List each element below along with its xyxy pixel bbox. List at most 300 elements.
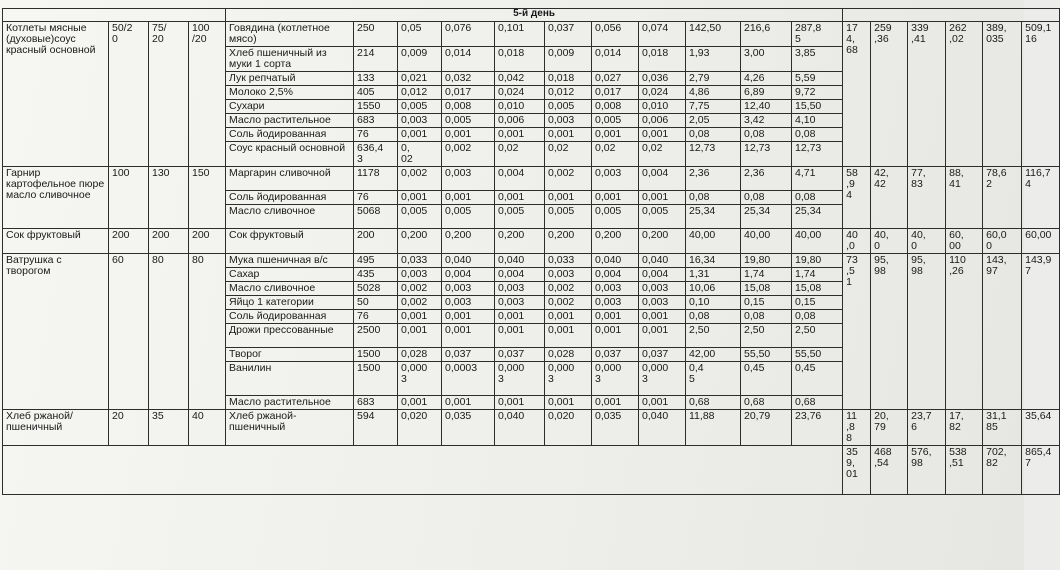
value-cell: 0,15 (741, 296, 792, 310)
value-cell: 40,00 (686, 229, 741, 254)
product-code: 594 (354, 410, 398, 446)
dish-weight-cell: 100 (109, 167, 149, 229)
product-name: Яйцо 1 категории (226, 296, 354, 310)
value-cell: 0,006 (495, 114, 545, 128)
product-code: 683 (354, 396, 398, 410)
value-cell: 0,032 (442, 72, 495, 86)
value-cell: 15,08 (741, 282, 792, 296)
value-cell: 0,005 (398, 100, 442, 114)
menu-table (2, 8, 1060, 495)
product-name: Соль йодированная (226, 310, 354, 324)
value-cell: 0,08 (741, 128, 792, 142)
product-name: Масло растительное (226, 114, 354, 128)
blank-totals-cell (3, 446, 843, 495)
blank-header-cell (843, 9, 1060, 22)
value-cell: 287,8 5 (792, 22, 843, 47)
dish-total-cell: 17, 82 (946, 410, 983, 446)
value-cell: 4,10 (792, 114, 843, 128)
grand-total-cell: 865,4 7 (1022, 446, 1060, 495)
value-cell: 0,037 (442, 348, 495, 362)
value-cell: 0,001 (639, 191, 686, 205)
value-cell: 25,34 (792, 205, 843, 229)
value-cell: 40,00 (792, 229, 843, 254)
value-cell: 0,000 3 (495, 362, 545, 396)
grand-total-cell: 35 9, 01 (843, 446, 871, 495)
value-cell: 0,076 (442, 22, 495, 47)
product-name: Сахар (226, 268, 354, 282)
product-name: Соль йодированная (226, 191, 354, 205)
dish-total-cell: 110 ,26 (946, 254, 983, 410)
header-row (3, 9, 1060, 22)
value-cell: 0,001 (639, 128, 686, 142)
value-cell: 12,73 (792, 142, 843, 167)
value-cell: 0,002 (398, 167, 442, 191)
dish-total-cell: 40 ,0 (843, 229, 871, 254)
value-cell: 0,017 (442, 86, 495, 100)
value-cell: 1,74 (741, 268, 792, 282)
value-cell: 0,037 (639, 348, 686, 362)
dish-weight-cell: 150 (189, 167, 226, 229)
value-cell: 0,056 (592, 22, 639, 47)
value-cell: 0,08 (686, 128, 741, 142)
value-cell: 10,06 (686, 282, 741, 296)
dish-total-cell: 42, 42 (871, 167, 908, 229)
dish-total-cell: 40, 0 (908, 229, 946, 254)
product-name: Говядина (котлетное мясо) (226, 22, 354, 47)
value-cell: 0,012 (545, 86, 592, 100)
value-cell: 0,040 (442, 254, 495, 268)
value-cell: 0,08 (792, 128, 843, 142)
product-name: Сухари (226, 100, 354, 114)
value-cell: 0,028 (545, 348, 592, 362)
value-cell: 0,001 (398, 128, 442, 142)
dish-total-cell: 60,00 (1022, 229, 1060, 254)
value-cell: 0,08 (686, 191, 741, 205)
value-cell: 0,037 (592, 348, 639, 362)
value-cell: 0,004 (639, 268, 686, 282)
value-cell: 0,45 (741, 362, 792, 396)
value-cell: 0,003 (495, 296, 545, 310)
value-cell: 2,05 (686, 114, 741, 128)
value-cell: 0,042 (495, 72, 545, 86)
product-name: Соус красный основной (226, 142, 354, 167)
dish-total-cell: 95, 98 (908, 254, 946, 410)
value-cell: 0,035 (442, 410, 495, 446)
value-cell: 0,005 (495, 205, 545, 229)
value-cell: 0,001 (545, 396, 592, 410)
value-cell: 0,000 3 (639, 362, 686, 396)
value-cell: 0, 02 (398, 142, 442, 167)
value-cell: 1,31 (686, 268, 741, 282)
dish-weight-cell: 80 (189, 254, 226, 410)
dish-weight-cell: 80 (149, 254, 189, 410)
value-cell: 0,040 (592, 254, 639, 268)
value-cell: 0,003 (545, 268, 592, 282)
value-cell: 0,02 (545, 142, 592, 167)
value-cell: 55,50 (792, 348, 843, 362)
value-cell: 6,89 (741, 86, 792, 100)
product-row (3, 22, 1060, 47)
value-cell: 0,004 (639, 167, 686, 191)
value-cell: 3,42 (741, 114, 792, 128)
value-cell: 0,005 (442, 114, 495, 128)
product-code: 76 (354, 128, 398, 142)
value-cell: 0,001 (495, 396, 545, 410)
product-code: 495 (354, 254, 398, 268)
value-cell: 0,08 (741, 191, 792, 205)
dish-weight-cell: 35 (149, 410, 189, 446)
value-cell: 0,001 (442, 128, 495, 142)
value-cell: 0,003 (592, 282, 639, 296)
value-cell: 0,001 (545, 310, 592, 324)
value-cell: 0,200 (592, 229, 639, 254)
grand-total-cell: 468 ,54 (871, 446, 908, 495)
value-cell: 0,018 (545, 72, 592, 86)
value-cell: 0,68 (686, 396, 741, 410)
value-cell: 0,014 (592, 47, 639, 72)
value-cell: 0,012 (398, 86, 442, 100)
value-cell: 0,009 (398, 47, 442, 72)
value-cell: 0,10 (686, 296, 741, 310)
value-cell: 0,002 (442, 142, 495, 167)
value-cell: 0,004 (592, 268, 639, 282)
product-code: 636,4 3 (354, 142, 398, 167)
dish-total-cell: 58 ,9 4 (843, 167, 871, 229)
value-cell: 0,003 (592, 167, 639, 191)
dish-name: Котлеты мясные (духовые)соус красный основной (3, 22, 109, 167)
value-cell: 0,000 3 (545, 362, 592, 396)
value-cell: 3,00 (741, 47, 792, 72)
value-cell: 0,001 (639, 396, 686, 410)
value-cell: 0,001 (639, 310, 686, 324)
value-cell: 0,08 (792, 310, 843, 324)
value-cell: 0,003 (495, 282, 545, 296)
value-cell: 25,34 (686, 205, 741, 229)
dish-total-cell: 35,64 (1022, 410, 1060, 446)
value-cell: 0,008 (442, 100, 495, 114)
value-cell: 0,200 (639, 229, 686, 254)
value-cell: 0,003 (398, 268, 442, 282)
dish-name: Ватрушка с творогом (3, 254, 109, 410)
dish-weight-cell: 50/2 0 (109, 22, 149, 167)
value-cell: 0,009 (545, 47, 592, 72)
value-cell: 0,001 (398, 191, 442, 205)
product-code: 76 (354, 191, 398, 205)
value-cell: 0,0003 (442, 362, 495, 396)
value-cell: 0,024 (495, 86, 545, 100)
value-cell: 12,73 (741, 142, 792, 167)
value-cell: 0,003 (545, 114, 592, 128)
value-cell: 0,200 (442, 229, 495, 254)
product-code: 1550 (354, 100, 398, 114)
dish-total-cell: 17 4, 68 (843, 22, 871, 167)
dish-name: Сок фруктовый (3, 229, 109, 254)
dish-total-cell: 116,7 4 (1022, 167, 1060, 229)
value-cell: 0,001 (592, 396, 639, 410)
product-name: Дрожи прессованные (226, 324, 354, 348)
value-cell: 0,02 (495, 142, 545, 167)
value-cell: 11,88 (686, 410, 741, 446)
value-cell: 1,74 (792, 268, 843, 282)
product-code: 683 (354, 114, 398, 128)
product-name: Маргарин сливочной (226, 167, 354, 191)
value-cell: 0,005 (545, 205, 592, 229)
value-cell: 12,40 (741, 100, 792, 114)
value-cell: 0,001 (442, 396, 495, 410)
grand-total-cell: 538 ,51 (946, 446, 983, 495)
value-cell: 0,040 (495, 254, 545, 268)
value-cell: 4,71 (792, 167, 843, 191)
value-cell: 0,033 (545, 254, 592, 268)
grand-total-cell: 576, 98 (908, 446, 946, 495)
dish-weight-cell: 130 (149, 167, 189, 229)
dish-weight-cell: 200 (109, 229, 149, 254)
value-cell: 142,50 (686, 22, 741, 47)
value-cell: 0,018 (639, 47, 686, 72)
value-cell: 0,008 (592, 100, 639, 114)
dish-total-cell: 78,6 2 (983, 167, 1022, 229)
product-row (3, 167, 1060, 191)
blank-header-cell (3, 9, 226, 22)
value-cell: 0,001 (592, 128, 639, 142)
dish-total-cell: 143, 97 (983, 254, 1022, 410)
value-cell: 0,05 (398, 22, 442, 47)
value-cell: 0,002 (398, 282, 442, 296)
product-name: Лук репчатый (226, 72, 354, 86)
value-cell: 0,033 (398, 254, 442, 268)
product-code: 133 (354, 72, 398, 86)
value-cell: 0,08 (792, 191, 843, 205)
value-cell: 0,001 (398, 324, 442, 348)
dish-total-cell: 20, 79 (871, 410, 908, 446)
product-code: 250 (354, 22, 398, 47)
value-cell: 0,001 (398, 310, 442, 324)
dish-weight-cell: 40 (189, 410, 226, 446)
value-cell: 0,005 (592, 205, 639, 229)
value-cell: 2,79 (686, 72, 741, 86)
value-cell: 0,001 (495, 310, 545, 324)
product-code: 2500 (354, 324, 398, 348)
product-row (3, 254, 1060, 268)
value-cell: 0,02 (592, 142, 639, 167)
dish-weight-cell: 200 (189, 229, 226, 254)
value-cell: 0,4 5 (686, 362, 741, 396)
value-cell: 0,018 (495, 47, 545, 72)
grand-total-cell: 702, 82 (983, 446, 1022, 495)
value-cell: 0,001 (592, 310, 639, 324)
value-cell: 19,80 (741, 254, 792, 268)
product-code: 214 (354, 47, 398, 72)
value-cell: 2,50 (792, 324, 843, 348)
value-cell: 0,005 (592, 114, 639, 128)
value-cell: 0,020 (545, 410, 592, 446)
value-cell: 0,035 (592, 410, 639, 446)
value-cell: 0,68 (792, 396, 843, 410)
value-cell: 0,000 3 (398, 362, 442, 396)
value-cell: 42,00 (686, 348, 741, 362)
value-cell: 0,003 (639, 296, 686, 310)
product-name: Масло растительное (226, 396, 354, 410)
value-cell: 1,93 (686, 47, 741, 72)
value-cell: 0,08 (686, 310, 741, 324)
value-cell: 0,017 (592, 86, 639, 100)
value-cell: 0,08 (741, 310, 792, 324)
value-cell: 25,34 (741, 205, 792, 229)
value-cell: 216,6 (741, 22, 792, 47)
dish-total-cell: 77, 83 (908, 167, 946, 229)
dish-total-cell: 143,9 7 (1022, 254, 1060, 410)
value-cell: 0,001 (545, 128, 592, 142)
value-cell: 0,004 (495, 268, 545, 282)
value-cell: 0,004 (442, 268, 495, 282)
dish-total-cell: 95, 98 (871, 254, 908, 410)
product-name: Масло сливочное (226, 205, 354, 229)
value-cell: 2,36 (741, 167, 792, 191)
dish-total-cell: 389, 035 (983, 22, 1022, 167)
menu-table-body (3, 9, 1060, 495)
dish-total-cell: 73 ,5 1 (843, 254, 871, 410)
value-cell: 15,08 (792, 282, 843, 296)
value-cell: 0,010 (639, 100, 686, 114)
product-code: 405 (354, 86, 398, 100)
product-name: Сок фруктовый (226, 229, 354, 254)
product-name: Творог (226, 348, 354, 362)
value-cell: 0,003 (398, 114, 442, 128)
value-cell: 0,020 (398, 410, 442, 446)
value-cell: 0,101 (495, 22, 545, 47)
product-name: Хлеб ржаной-пшеничный (226, 410, 354, 446)
product-name: Ванилин (226, 362, 354, 396)
value-cell: 0,003 (592, 296, 639, 310)
product-name: Мука пшеничная в/с (226, 254, 354, 268)
value-cell: 0,001 (495, 128, 545, 142)
value-cell: 4,26 (741, 72, 792, 86)
value-cell: 0,010 (495, 100, 545, 114)
value-cell: 0,024 (639, 86, 686, 100)
value-cell: 0,074 (639, 22, 686, 47)
value-cell: 4,86 (686, 86, 741, 100)
value-cell: 12,73 (686, 142, 741, 167)
product-code: 200 (354, 229, 398, 254)
dish-total-cell: 60,0 0 (983, 229, 1022, 254)
value-cell: 0,037 (495, 348, 545, 362)
dish-name: Гарнир картофельное пюре масло сливочное (3, 167, 109, 229)
value-cell: 40,00 (741, 229, 792, 254)
product-code: 1178 (354, 167, 398, 191)
totals-row (3, 446, 1060, 495)
product-code: 1500 (354, 362, 398, 396)
value-cell: 0,45 (792, 362, 843, 396)
value-cell: 15,50 (792, 100, 843, 114)
value-cell: 0,001 (442, 191, 495, 205)
value-cell: 9,72 (792, 86, 843, 100)
value-cell: 0,003 (442, 296, 495, 310)
value-cell: 0,002 (545, 167, 592, 191)
dish-total-cell: 31,1 85 (983, 410, 1022, 446)
dish-weight-cell: 75/ 20 (149, 22, 189, 167)
value-cell: 55,50 (741, 348, 792, 362)
dish-total-cell: 259 ,36 (871, 22, 908, 167)
value-cell: 0,003 (442, 282, 495, 296)
value-cell: 0,001 (442, 324, 495, 348)
value-cell: 5,59 (792, 72, 843, 86)
product-code: 5028 (354, 282, 398, 296)
value-cell: 0,005 (545, 100, 592, 114)
value-cell: 0,200 (495, 229, 545, 254)
product-code: 76 (354, 310, 398, 324)
value-cell: 0,040 (639, 410, 686, 446)
product-row (3, 410, 1060, 446)
value-cell: 0,005 (442, 205, 495, 229)
product-name: Масло сливочное (226, 282, 354, 296)
dish-total-cell: 339 ,41 (908, 22, 946, 167)
value-cell: 0,036 (639, 72, 686, 86)
value-cell: 20,79 (741, 410, 792, 446)
value-cell: 0,004 (495, 167, 545, 191)
value-cell: 0,001 (398, 396, 442, 410)
value-cell: 0,006 (639, 114, 686, 128)
value-cell: 0,001 (545, 324, 592, 348)
value-cell: 0,040 (639, 254, 686, 268)
value-cell: 0,028 (398, 348, 442, 362)
day-title: 5-й день (226, 9, 843, 22)
value-cell: 23,76 (792, 410, 843, 446)
value-cell: 0,040 (495, 410, 545, 446)
value-cell: 19,80 (792, 254, 843, 268)
product-row (3, 229, 1060, 254)
value-cell: 0,001 (639, 324, 686, 348)
dish-weight-cell: 200 (149, 229, 189, 254)
value-cell: 0,02 (639, 142, 686, 167)
value-cell: 16,34 (686, 254, 741, 268)
product-code: 1500 (354, 348, 398, 362)
value-cell: 0,001 (442, 310, 495, 324)
value-cell: 0,021 (398, 72, 442, 86)
value-cell: 0,027 (592, 72, 639, 86)
value-cell: 0,001 (495, 191, 545, 205)
product-name: Соль йодированная (226, 128, 354, 142)
value-cell: 2,50 (741, 324, 792, 348)
dish-name: Хлеб ржаной/пшеничный (3, 410, 109, 446)
value-cell: 0,014 (442, 47, 495, 72)
value-cell: 0,001 (495, 324, 545, 348)
dish-total-cell: 11 ,8 8 (843, 410, 871, 446)
product-code: 435 (354, 268, 398, 282)
value-cell: 0,003 (442, 167, 495, 191)
value-cell: 0,002 (545, 296, 592, 310)
value-cell: 3,85 (792, 47, 843, 72)
value-cell: 0,15 (792, 296, 843, 310)
dish-total-cell: 509,1 16 (1022, 22, 1060, 167)
dish-weight-cell: 20 (109, 410, 149, 446)
dish-weight-cell: 60 (109, 254, 149, 410)
dish-total-cell: 23,7 6 (908, 410, 946, 446)
value-cell: 0,200 (398, 229, 442, 254)
value-cell: 0,200 (545, 229, 592, 254)
product-code: 5068 (354, 205, 398, 229)
dish-weight-cell: 100 /20 (189, 22, 226, 167)
value-cell: 0,68 (741, 396, 792, 410)
dish-total-cell: 40, 0 (871, 229, 908, 254)
dish-total-cell: 60, 00 (946, 229, 983, 254)
value-cell: 2,36 (686, 167, 741, 191)
value-cell: 0,037 (545, 22, 592, 47)
value-cell: 0,002 (545, 282, 592, 296)
value-cell: 0,001 (592, 191, 639, 205)
dish-total-cell: 88, 41 (946, 167, 983, 229)
value-cell: 0,005 (398, 205, 442, 229)
value-cell: 0,002 (398, 296, 442, 310)
